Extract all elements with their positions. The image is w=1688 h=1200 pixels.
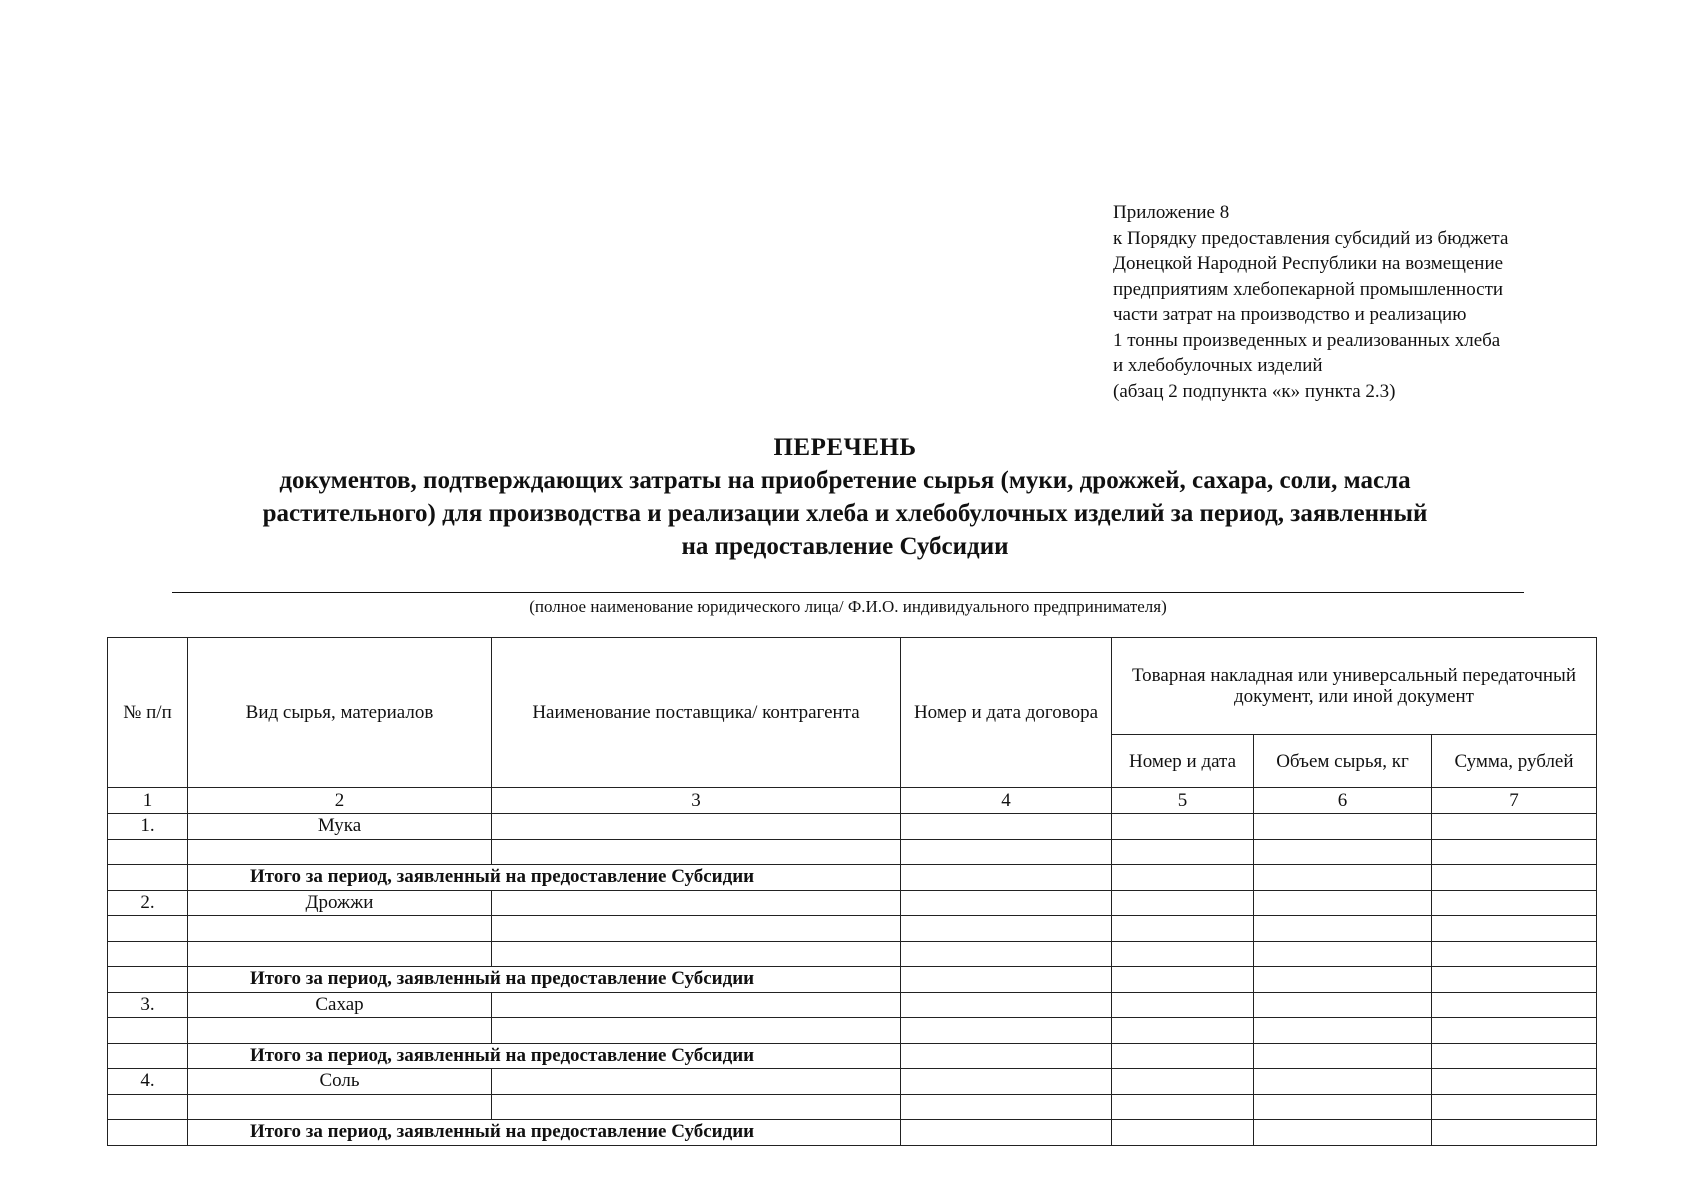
table-cell [1254, 1018, 1432, 1044]
table-cell [188, 839, 492, 865]
table-cell [901, 967, 1112, 993]
table-cell [1112, 941, 1254, 967]
table-cell [492, 1094, 901, 1120]
table-cell [1432, 992, 1597, 1018]
table-cell [1432, 814, 1597, 840]
table-cell [901, 916, 1112, 942]
material-name: Дрожжи [188, 890, 492, 916]
annex-line: предприятиям хлебопекарной промышленности [1113, 278, 1504, 300]
column-number: 3 [492, 788, 901, 814]
table-cell [1112, 865, 1254, 891]
table-cell [492, 890, 901, 916]
table-cell [901, 839, 1112, 865]
table-row [108, 814, 1597, 840]
annex-line: части затрат на производство и реализацию [1113, 304, 1467, 325]
table-row [108, 890, 1597, 916]
table-cell [1432, 967, 1597, 993]
table-cell [1112, 967, 1254, 993]
table-cell [108, 967, 188, 993]
subtitle-line: растительного) для производства и реализации хлеба и хлебобулочных изделий за период, заявленный [262, 500, 1428, 527]
table-cell [901, 1069, 1112, 1095]
table-cell [1432, 1094, 1597, 1120]
annex-header [1113, 200, 1673, 404]
table-cell [1254, 839, 1432, 865]
table-cell [901, 1018, 1112, 1044]
annex-line: 1 тонны произведенных и реализованных хлеба [1113, 329, 1501, 351]
table-cell [1432, 1043, 1597, 1069]
table-cell [1254, 1094, 1432, 1120]
total-label: Итого за период, заявленный на предоставление Субсидии [188, 865, 901, 891]
total-row [108, 865, 1597, 891]
total-label: Итого за период, заявленный на предоставление Субсидии [188, 1043, 901, 1069]
table-cell [188, 941, 492, 967]
table-cell [492, 1069, 901, 1095]
table-cell [1112, 992, 1254, 1018]
row-number: 3. [108, 992, 188, 1018]
table-cell [1432, 890, 1597, 916]
table-cell [492, 916, 901, 942]
column-number: 6 [1254, 788, 1432, 814]
table-cell [901, 814, 1112, 840]
row-number: 4. [108, 1069, 188, 1095]
table-cell [1254, 941, 1432, 967]
title-main: ПЕРЕЧЕНЬ [773, 434, 917, 461]
table-cell [492, 941, 901, 967]
header-doc-group: Товарная накладная или универсальный передаточный документ, или иной документ [1112, 638, 1597, 735]
column-number: 5 [1112, 788, 1254, 814]
table-cell [901, 941, 1112, 967]
table-cell [1254, 992, 1432, 1018]
material-name: Соль [188, 1069, 492, 1095]
table-row [108, 1018, 1597, 1044]
org-name-blank-line [172, 592, 1524, 593]
table-cell [1254, 814, 1432, 840]
total-row [108, 967, 1597, 993]
table-cell [492, 992, 901, 1018]
header-material: Вид сырья, материалов [188, 638, 492, 788]
header-contract: Номер и дата договора [901, 638, 1112, 788]
table-cell [901, 1043, 1112, 1069]
column-number: 2 [188, 788, 492, 814]
material-name: Мука [188, 814, 492, 840]
column-number: 7 [1432, 788, 1597, 814]
table-cell [1432, 1120, 1597, 1146]
column-number: 1 [108, 788, 188, 814]
table-cell [108, 941, 188, 967]
table-cell [1112, 1043, 1254, 1069]
header-num: № п/п [108, 638, 188, 788]
table-cell [188, 1094, 492, 1120]
table-cell [1254, 1069, 1432, 1095]
table-cell [108, 1094, 188, 1120]
table-cell [1432, 1018, 1597, 1044]
documents-table [107, 637, 1597, 1146]
table-cell [1112, 1120, 1254, 1146]
header-doc-number: Номер и дата [1112, 735, 1254, 788]
table-cell [108, 1018, 188, 1044]
header-volume: Объем сырья, кг [1254, 735, 1432, 788]
annex-line: Приложение 8 [1113, 202, 1230, 223]
table-cell [901, 1120, 1112, 1146]
table-cell [1432, 916, 1597, 942]
table-row [108, 916, 1597, 942]
table-cell [1254, 1043, 1432, 1069]
org-name-caption: (полное наименование юридического лица/ Ф.И.О. индивидуального предпринимателя) [529, 597, 1167, 616]
table-cell [188, 916, 492, 942]
table-cell [492, 814, 901, 840]
table-cell [108, 865, 188, 891]
table-cell [1112, 1094, 1254, 1120]
title-subtitle [120, 464, 1570, 563]
header-sum: Сумма, рублей [1432, 735, 1597, 788]
table-cell [1112, 839, 1254, 865]
total-row [108, 1043, 1597, 1069]
column-numbers-row [108, 788, 1597, 814]
table-cell [1432, 941, 1597, 967]
total-label: Итого за период, заявленный на предоставление Субсидии [188, 967, 901, 993]
table-cell [492, 839, 901, 865]
table-cell [901, 890, 1112, 916]
table-cell [1112, 1018, 1254, 1044]
table-cell [1432, 839, 1597, 865]
table-cell [188, 1018, 492, 1044]
table-cell [1254, 967, 1432, 993]
column-number: 4 [901, 788, 1112, 814]
total-label: Итого за период, заявленный на предоставление Субсидии [188, 1120, 901, 1146]
table-cell [108, 1043, 188, 1069]
table-cell [108, 839, 188, 865]
table-cell [492, 1018, 901, 1044]
table-row [108, 839, 1597, 865]
table-cell [1112, 814, 1254, 840]
total-row [108, 1120, 1597, 1146]
annex-line: Донецкой Народной Республики на возмещение [1113, 253, 1504, 274]
table-cell [1432, 1069, 1597, 1095]
table-cell [1112, 916, 1254, 942]
table-cell [1112, 890, 1254, 916]
annex-line: (абзац 2 подпункта «к» пункта 2.3) [1113, 380, 1396, 402]
table-cell [901, 865, 1112, 891]
table-cell [901, 1094, 1112, 1120]
annex-line: и хлебобулочных изделий [1113, 355, 1323, 376]
table-row [108, 992, 1597, 1018]
table-row [108, 1094, 1597, 1120]
document-title [120, 432, 1570, 563]
table-cell [1432, 865, 1597, 891]
table-cell [1254, 890, 1432, 916]
header-supplier: Наименование поставщика/ контрагента [492, 638, 901, 788]
table-cell [1254, 865, 1432, 891]
table-cell [901, 992, 1112, 1018]
subtitle-line: документов, подтверждающих затраты на приобретение сырья (муки, дрожжей, сахара, соли, масла [279, 467, 1411, 494]
table-row [108, 941, 1597, 967]
table-cell [1254, 916, 1432, 942]
material-name: Сахар [188, 992, 492, 1018]
annex-line: к Порядку предоставления субсидий из бюджета [1113, 227, 1509, 249]
table-row [108, 1069, 1597, 1095]
row-number: 1. [108, 814, 188, 840]
row-number: 2. [108, 890, 188, 916]
table-cell [108, 916, 188, 942]
subtitle-line: на предоставление Субсидии [681, 533, 1009, 560]
table-cell [1254, 1120, 1432, 1146]
table-cell [1112, 1069, 1254, 1095]
table-cell [108, 1120, 188, 1146]
